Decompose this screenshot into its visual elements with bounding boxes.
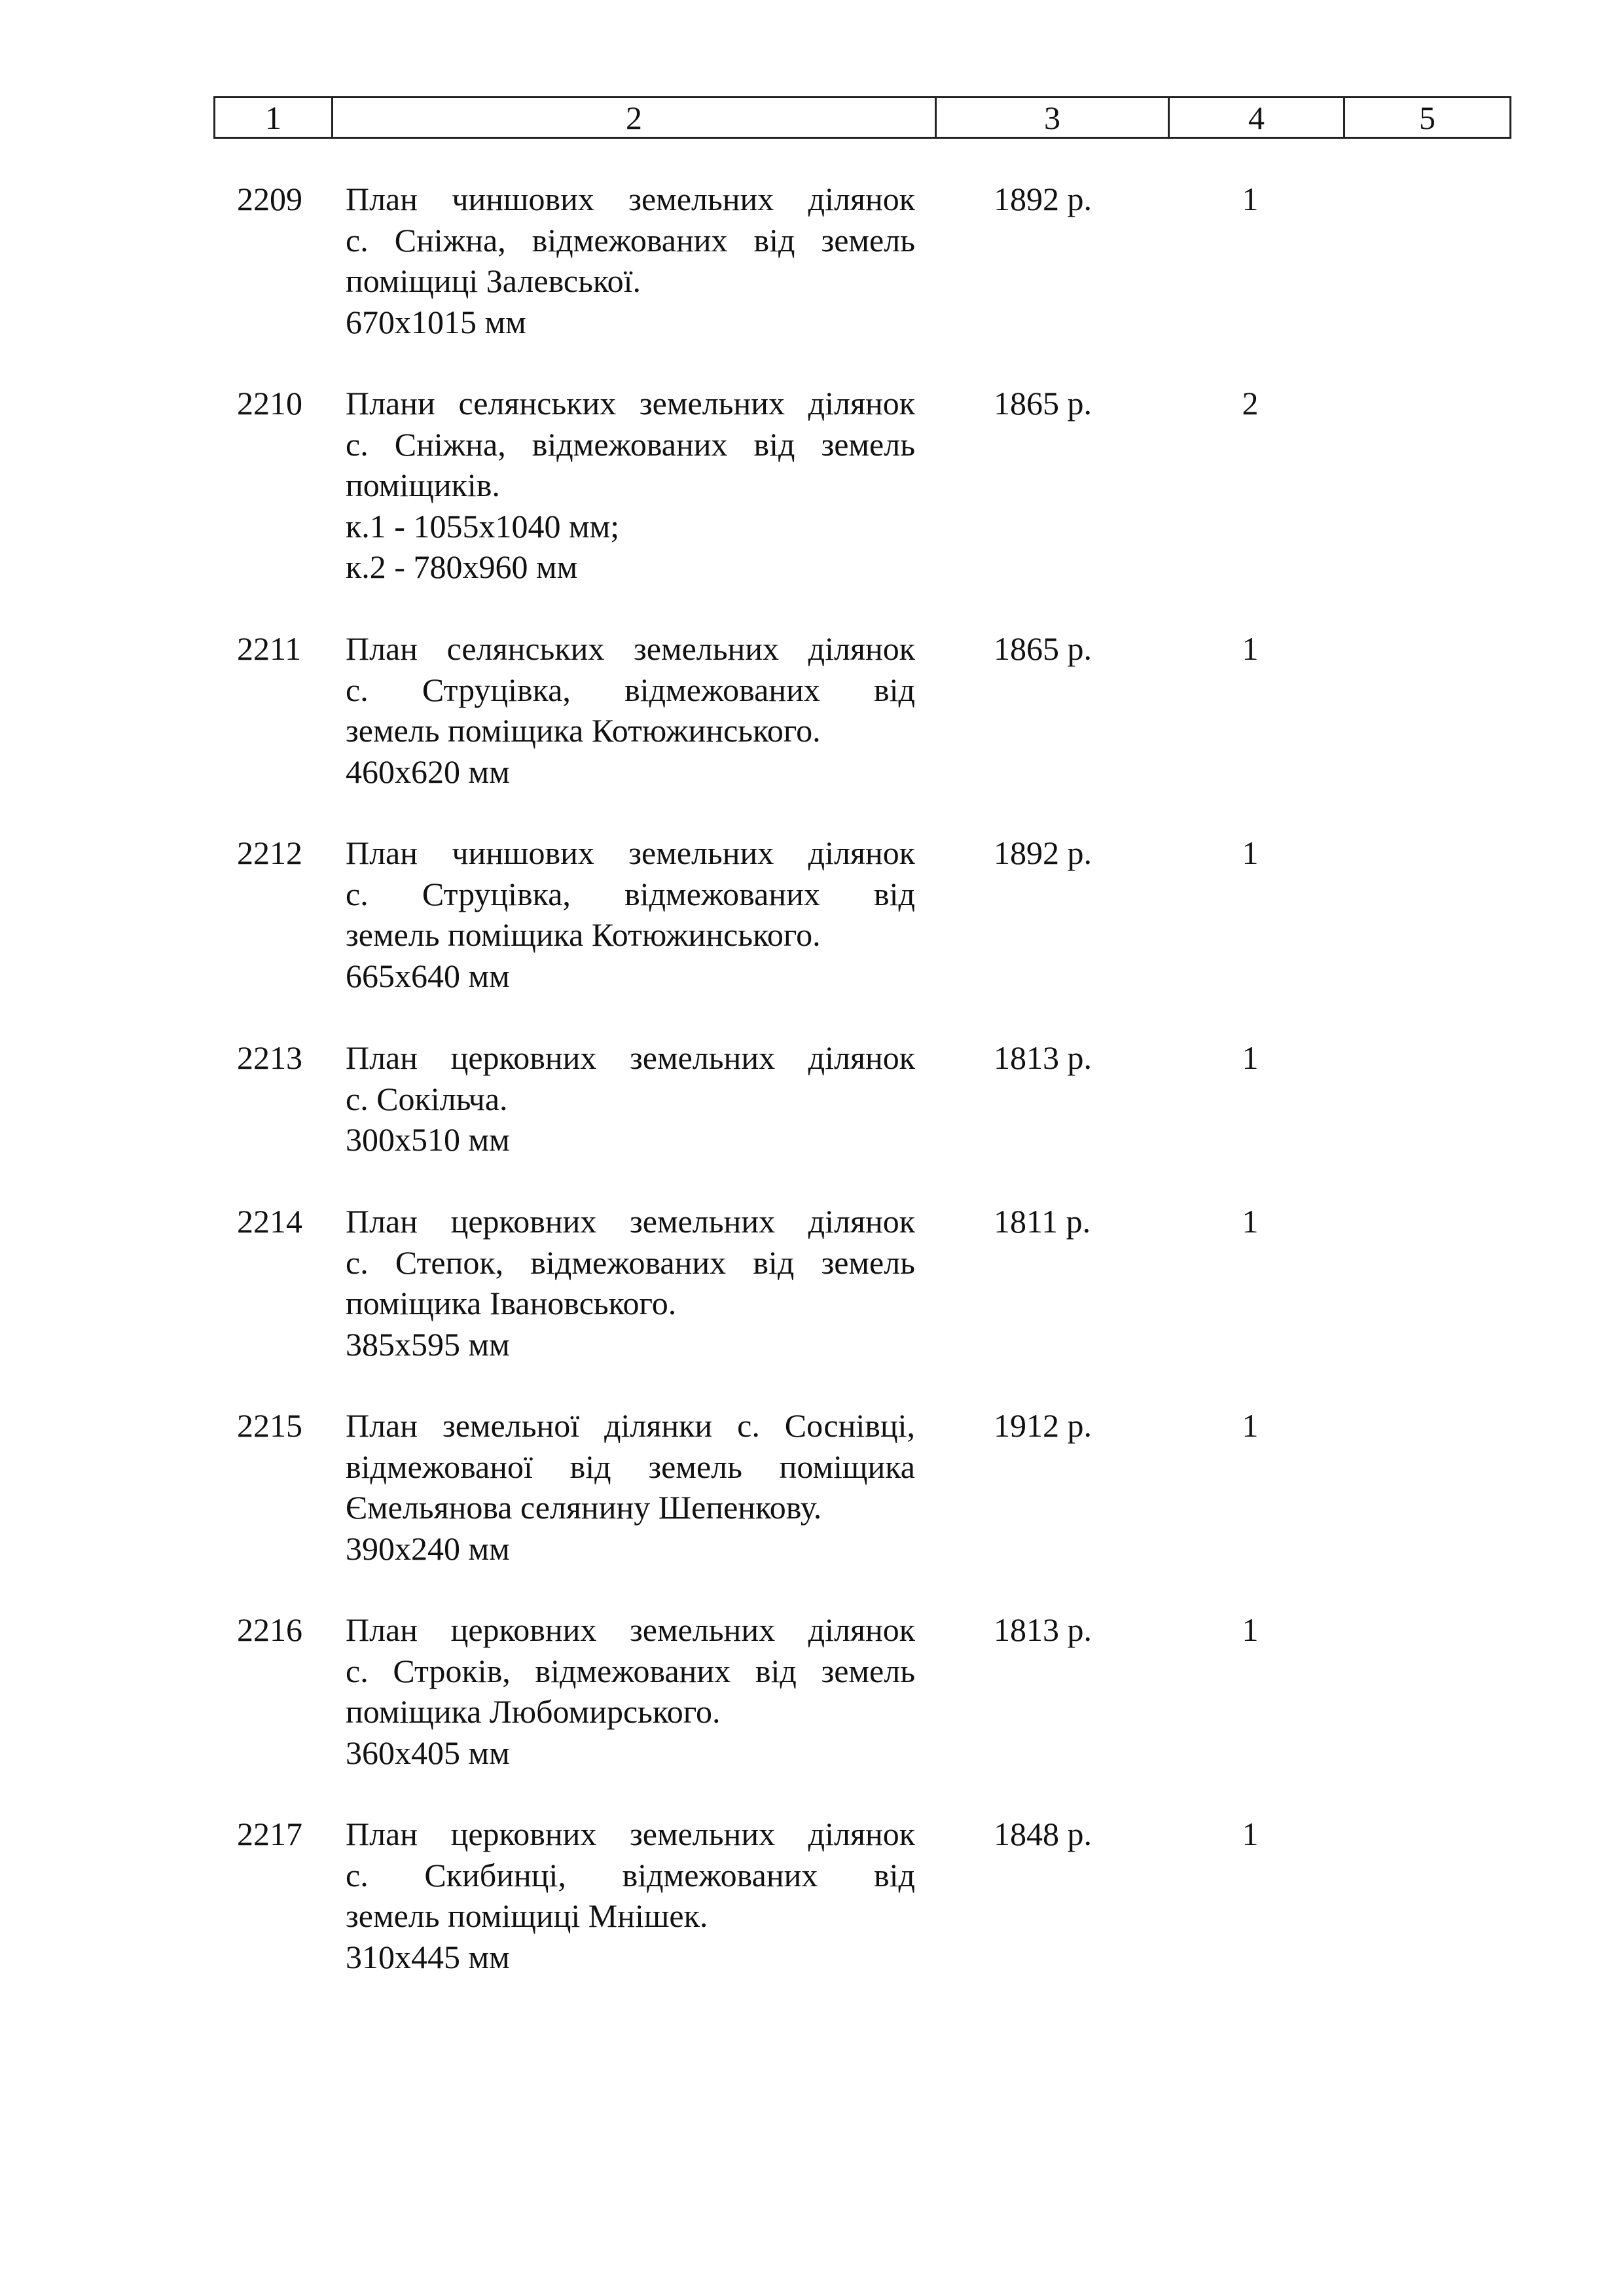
entry-number: 2216	[237, 1611, 302, 1648]
description-line: 460х620 мм	[346, 753, 510, 790]
entry-description	[346, 628, 915, 792]
description-line: с. Сніжна, відмежованих від земель	[346, 221, 915, 259]
description-line: Плани селянських земельних ділянок	[346, 385, 915, 422]
description-line: к.2 - 780х960 мм	[346, 548, 578, 585]
entry-count: 1	[1242, 630, 1259, 667]
description-line: 300х510 мм	[346, 1121, 510, 1158]
description-line: План церковних земельних ділянок	[346, 1816, 915, 1852]
entry-description	[346, 833, 915, 996]
entry-year: 1865 р.	[994, 385, 1092, 422]
description-line: земель поміщика Котюжинського.	[346, 712, 821, 749]
entry-count: 2	[1242, 385, 1259, 422]
entry-year: 1892 р.	[994, 834, 1092, 871]
description-line: План чиншових земельних ділянок	[346, 834, 915, 871]
entry-number: 2215	[237, 1407, 302, 1444]
entry-count: 1	[1242, 1203, 1259, 1240]
entry-number: 2212	[237, 834, 302, 871]
description-line: поміщика Любомирського.	[346, 1693, 721, 1730]
description-line: с. Степок, відмежованих від земель	[346, 1244, 915, 1281]
description-line: поміщиці Залевської.	[346, 262, 641, 299]
description-line: 360х405 мм	[346, 1734, 510, 1771]
entry-year: 1912 р.	[994, 1407, 1092, 1444]
entry-count: 1	[1242, 834, 1259, 871]
entry-number: 2211	[237, 630, 302, 667]
header-cell-2: 2	[331, 98, 935, 137]
entry-year: 1811 р.	[994, 1203, 1091, 1240]
description-line: поміщика Івановського.	[346, 1285, 677, 1321]
entry-count: 1	[1242, 181, 1259, 217]
description-line: 390х240 мм	[346, 1530, 510, 1567]
description-line: План церковних земельних ділянок	[346, 1039, 915, 1076]
entry-description	[346, 1405, 915, 1569]
description-line: 385х595 мм	[346, 1325, 510, 1363]
entry-description	[346, 1037, 915, 1160]
entry-description	[346, 179, 915, 342]
entry-description	[346, 1201, 915, 1365]
description-line: План церковних земельних ділянок	[346, 1203, 915, 1240]
entry-count: 1	[1242, 1407, 1259, 1444]
entry-number: 2214	[237, 1203, 302, 1240]
description-line: 665х640 мм	[346, 957, 510, 994]
description-line: План селянських земельних ділянок	[346, 630, 915, 667]
entry-number: 2213	[237, 1039, 302, 1076]
description-line: Ємельянова селянину Шепенкову.	[346, 1489, 822, 1526]
entry-description	[346, 1609, 915, 1773]
description-line: к.1 - 1055х1040 мм;	[346, 507, 620, 545]
description-line: с. Скибинці, відмежованих від	[346, 1856, 915, 1893]
entry-description	[346, 1814, 915, 1977]
entry-count: 1	[1242, 1611, 1259, 1648]
description-line: План церковних земельних ділянок	[346, 1611, 915, 1648]
description-line: відмежованої від земель поміщика	[346, 1448, 915, 1485]
table-header-row	[213, 96, 1511, 139]
entry-year: 1848 р.	[994, 1816, 1092, 1852]
entry-count: 1	[1242, 1039, 1259, 1076]
entry-number: 2217	[237, 1816, 302, 1852]
description-line: с. Сокільча.	[346, 1080, 508, 1117]
description-line: с. Сніжна, відмежованих від земель	[346, 425, 915, 463]
description-line: с. Струцівка, відмежованих від	[346, 671, 915, 708]
entry-description	[346, 383, 915, 588]
description-line: земель поміщиці Мнішек.	[346, 1897, 708, 1934]
entry-number: 2210	[237, 385, 302, 422]
header-cell-1: 1	[265, 99, 281, 136]
description-line: 310х445 мм	[346, 1938, 510, 1975]
entry-year: 1865 р.	[994, 630, 1092, 667]
description-line: земель поміщика Котюжинського.	[346, 916, 821, 953]
header-cell-3: 3	[935, 98, 1168, 137]
description-line: с. Строків, відмежованих від земель	[346, 1652, 915, 1689]
header-cell-5: 5	[1343, 98, 1509, 137]
description-line: 670х1015 мм	[346, 303, 526, 340]
description-line: поміщиків.	[346, 467, 500, 503]
description-line: с. Струцівка, відмежованих від	[346, 875, 915, 912]
header-cell-4: 4	[1168, 98, 1343, 137]
entry-count: 1	[1242, 1816, 1259, 1852]
description-line: План чиншових земельних ділянок	[346, 181, 915, 217]
entry-year: 1813 р.	[994, 1039, 1092, 1076]
entry-year: 1892 р.	[994, 181, 1092, 217]
entry-number: 2209	[237, 181, 302, 217]
description-line: План земельної ділянки с. Соснівці,	[346, 1407, 915, 1444]
entry-year: 1813 р.	[994, 1611, 1092, 1648]
